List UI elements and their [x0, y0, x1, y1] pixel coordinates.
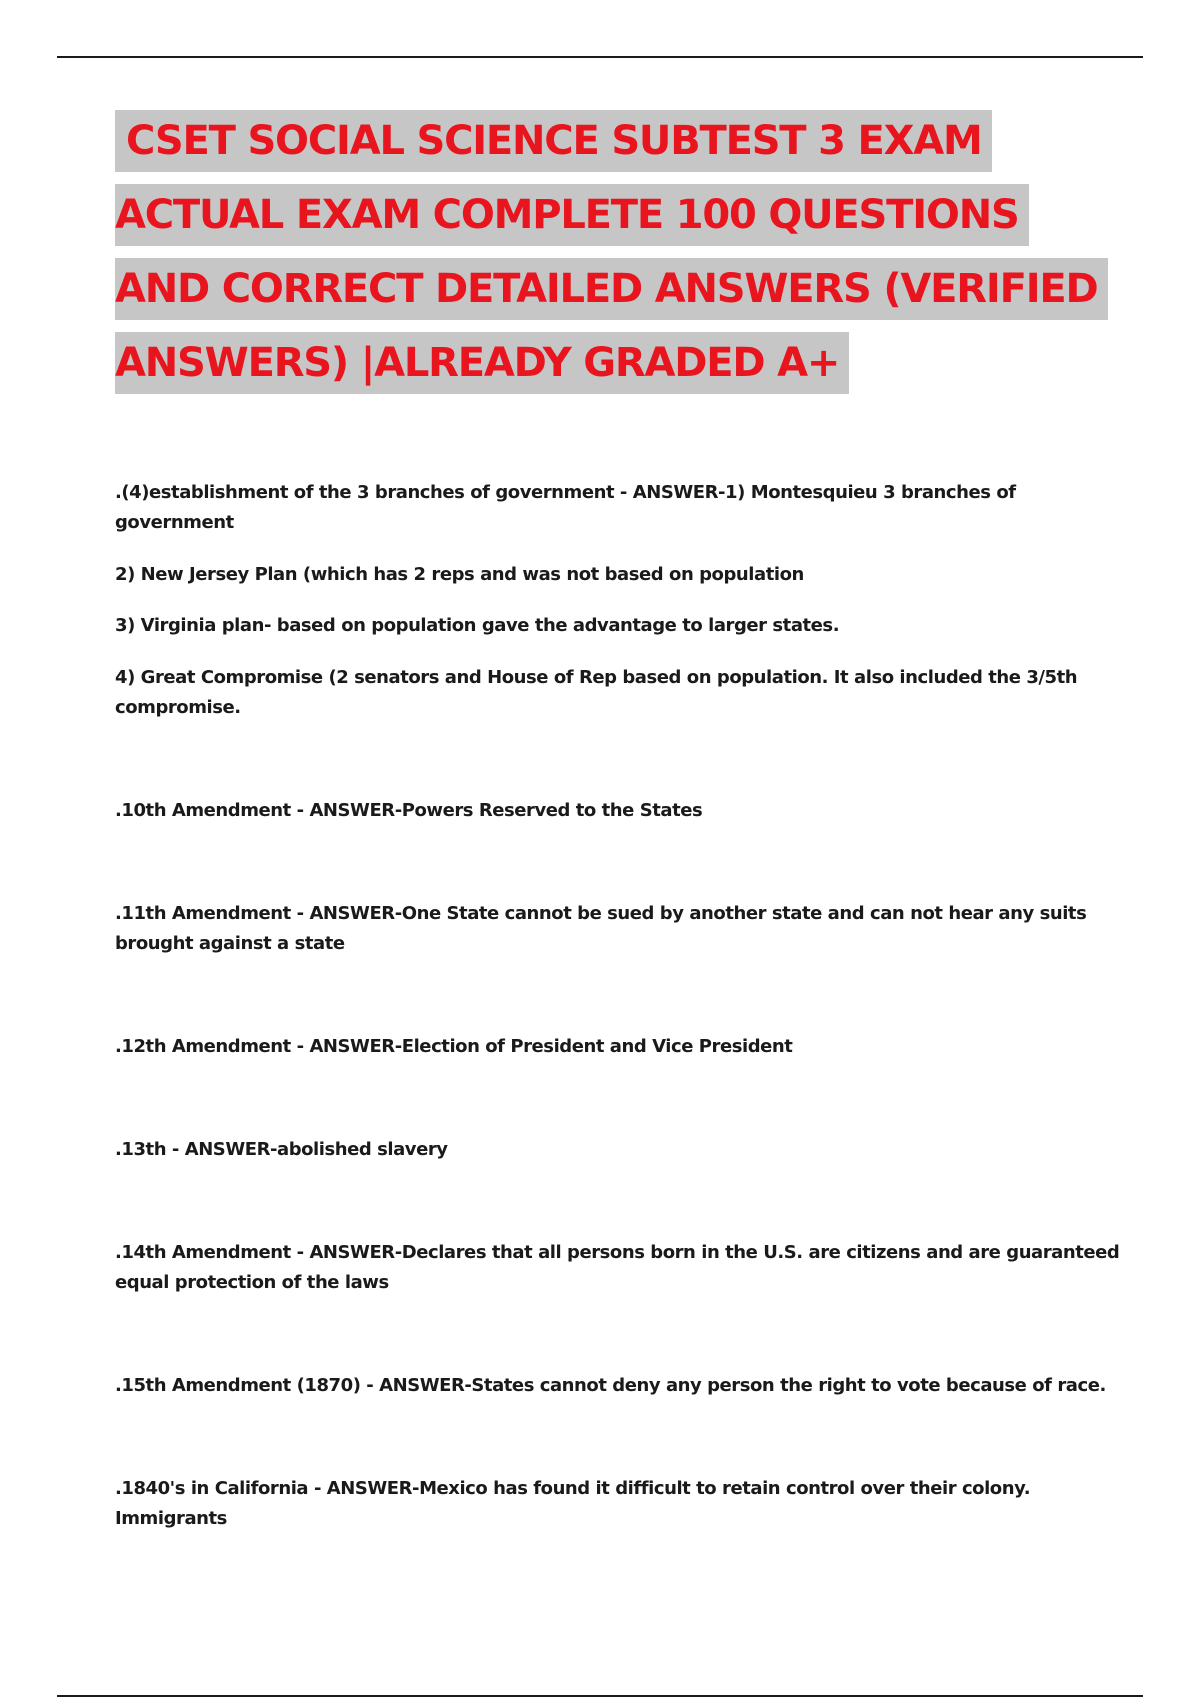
title-line-2: ACTUAL EXAM COMPLETE 100 QUESTIONS — [115, 184, 1029, 246]
qa-entry-13th-amendment: .13th - ANSWER-abolished slavery — [115, 1139, 448, 1160]
qa-entry-12th-amendment: .12th Amendment - ANSWER-Election of President and Vice President — [115, 1036, 793, 1057]
title-line-4: ANSWERS) |ALREADY GRADED A+ — [115, 332, 849, 394]
qa-entry-10th-amendment: .10th Amendment - ANSWER-Powers Reserved to the States — [115, 800, 703, 821]
qa-entry-11th-amendment: .11th Amendment - ANSWER-One State cannot be sued by another state and can not hear any suits brought against a state — [115, 903, 1087, 954]
qa-entry-virginia-plan: 3) Virginia plan- based on population gave the advantage to larger states. — [115, 615, 840, 636]
qa-entry-great-compromise: 4) Great Compromise (2 senators and House of Rep based on population. It also included the 3/5th compromise. — [115, 667, 1078, 718]
top-rule — [57, 56, 1143, 58]
qa-entry-1840s-california: .1840's in California - ANSWER-Mexico has found it difficult to retain control over their colony. Immigrants — [115, 1478, 1031, 1529]
bottom-rule — [57, 1695, 1143, 1697]
qa-content — [115, 478, 1125, 1534]
title-line-1: CSET SOCIAL SCIENCE SUBTEST 3 EXAM — [115, 110, 992, 172]
qa-entry-15th-amendment: .15th Amendment (1870) - ANSWER-States cannot deny any person the right to vote because of race. — [115, 1375, 1106, 1396]
document-title — [115, 110, 1125, 406]
qa-entry-14th-amendment: .14th Amendment - ANSWER-Declares that all persons born in the U.S. are citizens and are guaranteed equal protection of the laws — [115, 1242, 1120, 1293]
qa-entry-branches: .(4)establishment of the 3 branches of government - ANSWER-1) Montesquieu 3 branches of government — [115, 482, 1016, 533]
qa-entry-new-jersey-plan: 2) New Jersey Plan (which has 2 reps and was not based on population — [115, 564, 804, 585]
title-line-3: AND CORRECT DETAILED ANSWERS (VERIFIED — [115, 258, 1108, 320]
